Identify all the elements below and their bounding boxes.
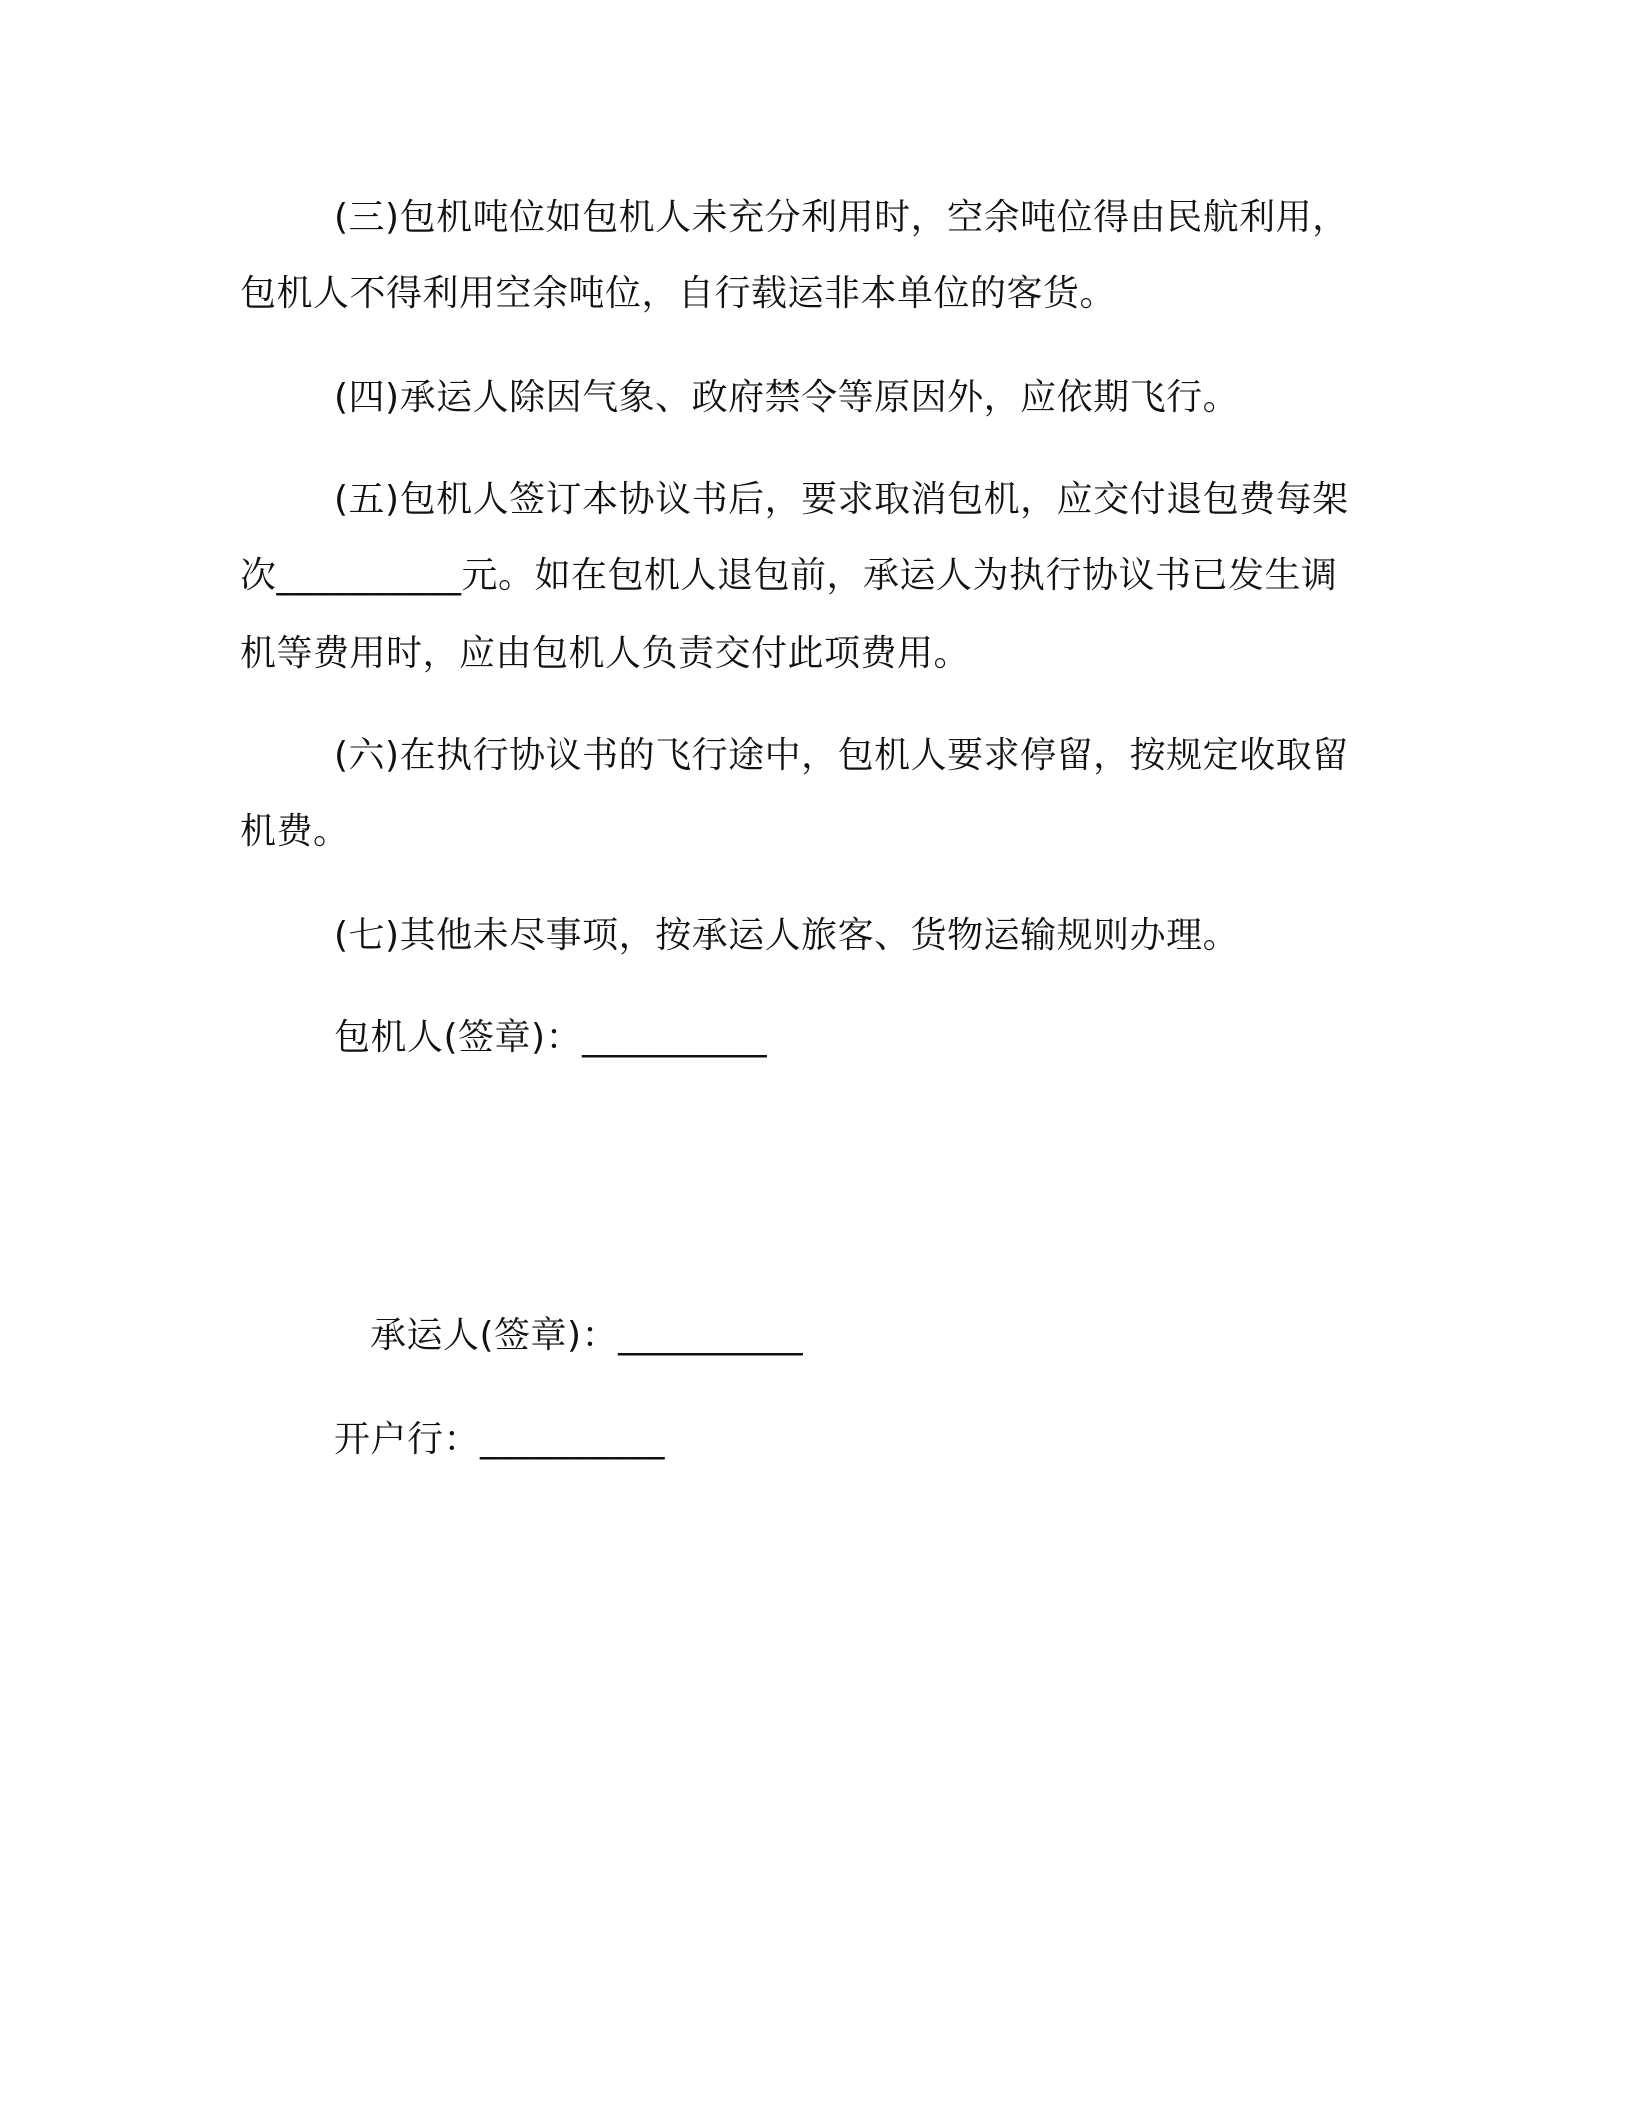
bank-line: 开户行：__________ xyxy=(334,1419,666,1460)
clause-7-line-1: (七)其他未尽事项，按承运人旅客、货物运输规则办理。 xyxy=(334,915,1240,956)
clause-5-line-3: 机等费用时，应由包机人负责交付此项费用。 xyxy=(240,633,971,674)
clause-3-line-1: (三)包机吨位如包机人未充分利用时，空余吨位得由民航利用， xyxy=(334,197,1349,238)
charterer-signature-line: 包机人(签章)：__________ xyxy=(334,1017,768,1058)
clause-5-line-2: 次__________元。如在包机人退包前，承运人为执行协议书已发生调 xyxy=(240,555,1338,596)
clause-4-line-1: (四)承运人除因气象、政府禁令等原因外，应依期飞行。 xyxy=(334,377,1240,418)
clause-5-line-1: (五)包机人签订本协议书后，要求取消包机，应交付退包费每架 xyxy=(334,479,1349,520)
clause-6-line-1: (六)在执行协议书的飞行途中，包机人要求停留，按规定收取留 xyxy=(334,735,1349,776)
carrier-signature-line: 承运人(签章)：__________ xyxy=(370,1315,804,1356)
clause-6-line-2: 机费。 xyxy=(240,811,350,852)
clause-3-line-2: 包机人不得利用空余吨位，自行载运非本单位的客货。 xyxy=(240,273,1117,314)
